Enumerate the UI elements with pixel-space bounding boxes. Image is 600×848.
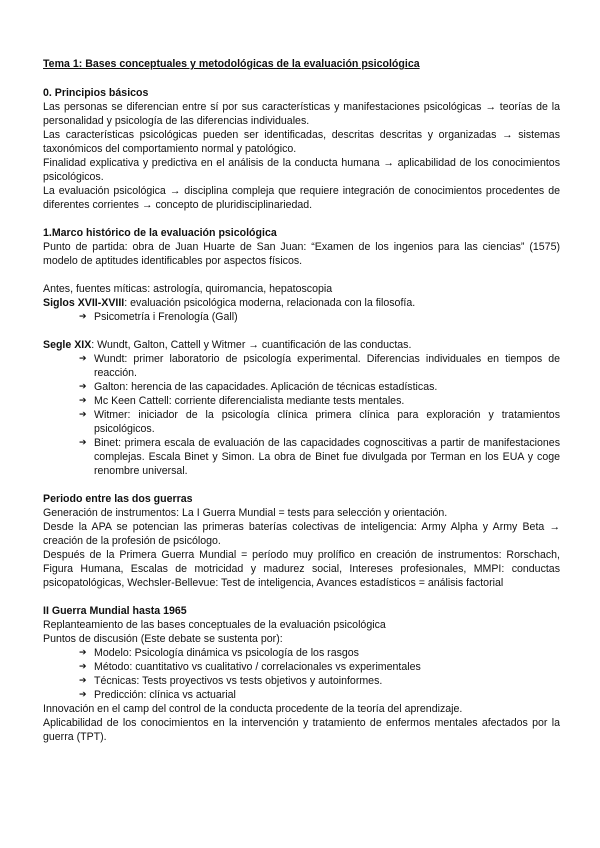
list-item: ➔ Wundt: primer laboratorio de psicología experimental. Diferencias individuales en tiempos de reacción. bbox=[79, 352, 560, 380]
list-item: ➔ Witmer: iniciador de la psicología clínica primera clínica para exploración y tratamientos psicológicos. bbox=[79, 408, 560, 436]
list-item: ➔ Predicción: clínica vs actuarial bbox=[79, 688, 560, 702]
spacer bbox=[43, 324, 560, 338]
paragraph: Aplicabilidad de los conocimientos en la intervención y tratamiento de enfermos mentales afectados por la guerra (TPT). bbox=[43, 717, 560, 743]
siglos-label: Siglos XVII-XVIII bbox=[43, 297, 125, 309]
paragraph: Después de la Primera Guerra Mundial = período muy prolífico en creación de instrumentos: Rorschach, Figura Humana, Escalas de motricidad y madurez social, Intereses profesionales, MMPI: conductas psicopatológicas, Wechsler-Bellevue: Test de inteligencia, Avances estadísticos = análisis factorial bbox=[43, 549, 560, 589]
paragraph: Punto de partida: obra de Juan Huarte de San Juan: “Examen de los ingenios para las ciencias” (1575) modelo de aptitudes identificables por aspectos físicos. bbox=[43, 241, 560, 267]
spacer bbox=[43, 590, 560, 604]
paragraph: Generación de instrumentos: La I Guerra Mundial = tests para selección y orientación. bbox=[43, 507, 448, 519]
spacer bbox=[43, 268, 560, 282]
list-item: ➔ Método: cuantitativo vs cualitativo / correlacionales vs experimentales bbox=[79, 660, 560, 674]
paragraph: Innovación en el camp del control de la conducta procedente de la teoría del aprendizaje. bbox=[43, 703, 463, 715]
paragraph-segle bbox=[43, 338, 560, 352]
list-item: ➔ Modelo: Psicología dinámica vs psicología de los rasgos bbox=[79, 646, 560, 660]
spacer bbox=[43, 478, 560, 492]
siglos-text: : evaluación psicológica moderna, relacionada con la filosofía. bbox=[124, 297, 416, 309]
section-heading-principios: 0. Principios básicos bbox=[43, 87, 149, 99]
segle-text: : Wundt, Galton, Cattell y Witmer → cuantificación de las conductas. bbox=[91, 339, 412, 351]
list-item: ➔ Mc Keen Cattell: corriente diferencialista mediante tests mentales. bbox=[79, 394, 560, 408]
list-item: ➔ Psicometría i Frenología (Gall) bbox=[79, 310, 560, 324]
paragraph: Puntos de discusión (Este debate se sustenta por): bbox=[43, 633, 283, 645]
paragraph: Las características psicológicas pueden ser identificadas, descritas descritas y organizadas → sistemas taxonómicos del comportamiento normal y patológico. bbox=[43, 129, 560, 155]
spacer bbox=[43, 212, 560, 226]
list-item: ➔ Técnicas: Tests proyectivos vs tests objetivos y autoinformes. bbox=[79, 674, 560, 688]
paragraph: Antes, fuentes míticas: astrología, quiromancia, hepatoscopia bbox=[43, 283, 333, 295]
paragraph-siglos bbox=[43, 296, 560, 310]
list-item: ➔ Galton: herencia de las capacidades. Aplicación de técnicas estadísticas. bbox=[79, 380, 560, 394]
segle-label: Segle XIX bbox=[43, 339, 92, 351]
list-item: ➔ Binet: primera escala de evaluación de las capacidades cognoscitivas a partir de manifestaciones complejas. Escala Binet y Simon. La obra de Binet fue divulgada por Terman en los EUA y coge renombre universal. bbox=[79, 436, 560, 478]
segle-list bbox=[43, 352, 560, 478]
siglos-list bbox=[43, 310, 560, 324]
discussion-list bbox=[43, 646, 560, 702]
paragraph: Replanteamiento de las bases conceptuales de la evaluación psicológica bbox=[43, 619, 386, 631]
section-heading-periodo-guerras: Periodo entre las dos guerras bbox=[43, 493, 193, 505]
paragraph: Las personas se diferencian entre sí por sus características y manifestaciones psicológicas → teorías de la personalidad y psicología de las diferencias individuales. bbox=[43, 101, 560, 127]
section-heading-marco-historico: 1.Marco histórico de la evaluación psicológica bbox=[43, 227, 277, 239]
paragraph: Desde la APA se potencian las primeras baterías colectivas de inteligencia: Army Alpha y Army Beta → creación de la profesión de psicólogo. bbox=[43, 521, 560, 547]
paragraph: La evaluación psicológica → disciplina compleja que requiere integración de conocimientos procedentes de diferentes corrientes → concepto de pluridisciplinariedad. bbox=[43, 185, 560, 211]
section-heading-ii-guerra: II Guerra Mundial hasta 1965 bbox=[43, 605, 187, 617]
document-title: Tema 1: Bases conceptuales y metodológicas de la evaluación psicológica bbox=[43, 58, 420, 70]
paragraph: Finalidad explicativa y predictiva en el análisis de la conducta humana → aplicabilidad de los conocimientos psicológicos. bbox=[43, 157, 560, 183]
